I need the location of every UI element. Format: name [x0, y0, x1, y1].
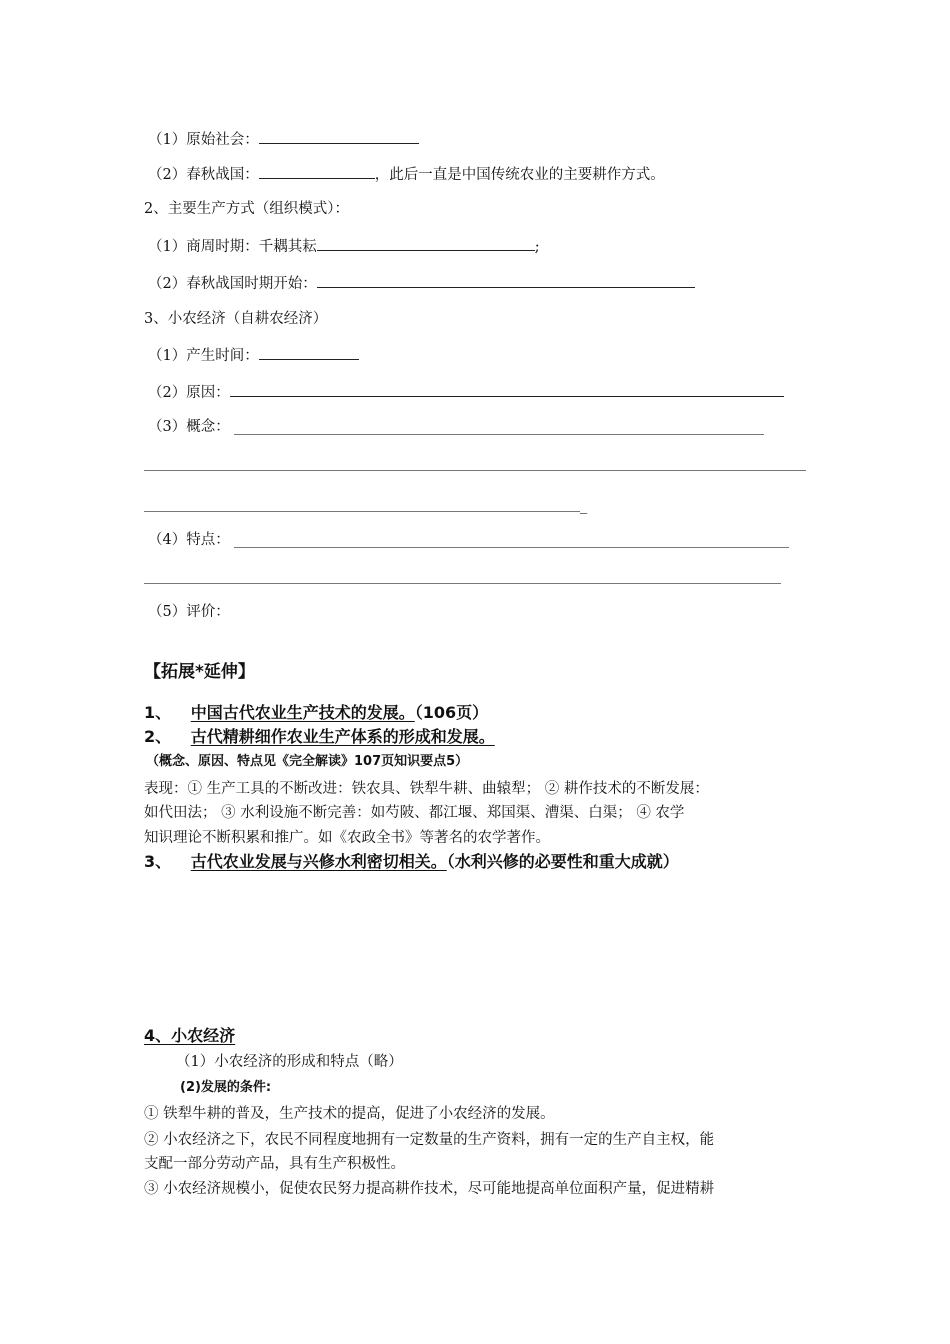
answer-line[interactable] [144, 583, 781, 584]
shang-zhou-line [148, 235, 540, 257]
section4-heading: 4、小农经济 [144, 1026, 236, 1045]
answer-line[interactable] [144, 511, 580, 512]
condition-1: ① 铁犁牛耕的普及，生产技术的提高，促进了小农经济的发展。 [144, 1106, 555, 1122]
answer-blank[interactable] [259, 128, 419, 144]
item2-title: 古代精耕细作农业生产体系的形成和发展。 [190, 727, 495, 746]
item-number: 2、 [144, 727, 172, 746]
warring-states-label: （2）春秋战国时期开始： [148, 276, 317, 292]
section2-heading: 2、主要生产方式（组织模式）： [144, 201, 349, 217]
origin-time-label: （1）产生时间： [148, 348, 259, 364]
spring-autumn-tail: ，此后一直是中国传统农业的主要耕作方式。 [374, 167, 665, 183]
item2-body-line-3: 知识理论不断积累和推广。如《农政全书》等著名的农学著作。 [144, 830, 550, 846]
shang-zhou-tail: ; [534, 239, 540, 255]
answer-blank[interactable] [259, 163, 375, 179]
shang-zhou-label: （1）商周时期：千耦其耘 [148, 239, 317, 255]
concept-end-mark: _ [580, 498, 588, 514]
item-number: 1、 [144, 703, 172, 722]
evaluation-label: （5）评价： [148, 604, 230, 620]
answer-blank[interactable] [317, 272, 695, 288]
features-line [148, 530, 230, 550]
primitive-society-label: （1）原始社会： [148, 132, 259, 148]
concept-line [148, 417, 230, 437]
item2-note: （概念、原因、特点见《完全解读》107页知识要点5） [146, 754, 469, 769]
condition-2-line-1: ② 小农经济之下，农民不同程度地拥有一定数量的生产资料，拥有一定的生产自主权，能 [144, 1132, 715, 1148]
extension-item-1 [144, 703, 488, 723]
condition-2-line-2: 支配一部分劳动产品，具有生产积极性。 [144, 1156, 405, 1172]
concept-label: （3）概念： [148, 419, 230, 435]
answer-blank[interactable] [317, 235, 535, 251]
item3-tail: （水利兴修的必要性和重大成就） [446, 852, 679, 871]
features-label: （4）特点： [148, 532, 230, 548]
item2-body-line-2: 如代田法； ③ 水利设施不断完善：如芍陂、都江堰、郑国渠、漕渠、白渠； ④ 农学 [144, 805, 685, 821]
spring-autumn-line [148, 163, 665, 185]
reason-line [148, 381, 784, 403]
item2-body-line-1: 表现：① 生产工具的不断改进：铁农具、铁犁牛耕、曲辕犁； ② 耕作技术的不断发展： [144, 781, 709, 797]
spring-autumn-label: （2）春秋战国： [148, 167, 259, 183]
item-number: 3、 [144, 852, 172, 871]
answer-line[interactable] [234, 434, 764, 435]
answer-line[interactable] [234, 547, 789, 548]
origin-time-line [148, 344, 359, 366]
reason-label: （2）原因： [148, 385, 230, 401]
section4-sub2: (2)发展的条件: [180, 1080, 272, 1095]
extension-item-3 [144, 852, 679, 872]
section3-heading: 3、小农经济（自耕农经济） [144, 311, 328, 327]
item1-tail: （106页） [414, 703, 489, 722]
section4-sub1: （1）小农经济的形成和特点（略） [176, 1054, 403, 1070]
answer-blank[interactable] [259, 344, 359, 360]
answer-line[interactable] [144, 470, 806, 471]
condition-3: ③ 小农经济规模小，促使农民努力提高耕作技术，尽可能地提高单位面积产量，促进精耕 [144, 1181, 715, 1197]
item3-title: 古代农业发展与兴修水利密切相关。 [190, 852, 447, 871]
primitive-society-line [148, 128, 419, 150]
item1-title: 中国古代农业生产技术的发展。 [190, 703, 415, 722]
extension-item-2 [144, 727, 495, 747]
evaluation-line [148, 602, 230, 622]
extension-heading: 【拓展*延伸】 [144, 662, 255, 682]
answer-blank[interactable] [230, 381, 784, 397]
warring-states-line [148, 272, 695, 294]
